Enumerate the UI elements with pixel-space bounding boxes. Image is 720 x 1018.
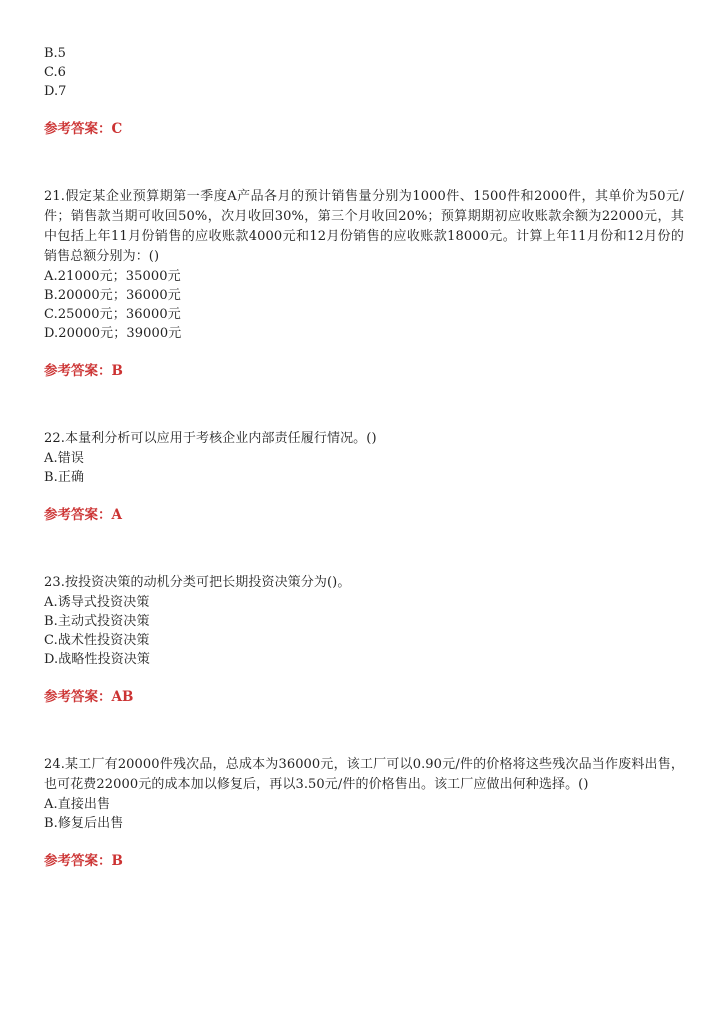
answer-key: 参考答案：B: [44, 853, 123, 869]
option-b: B.20000元；36000元: [44, 288, 181, 303]
option-c: C.战术性投资决策: [44, 633, 150, 648]
option-a: A.21000元；35000元: [44, 269, 181, 284]
question-text: 24.某工厂有20000件残次品，总成本为36000元，该工厂可以0.90元/件的价格将这些残次品当作废料出售，也可花费22000元的成本加以修复后，再以3.50元/件的价格售出。该工厂应做出何种选择。(): [44, 757, 684, 792]
exam-page: [44, 44, 684, 871]
option-a: A.错误: [44, 451, 84, 466]
question-22: [44, 429, 684, 487]
answer-key: 参考答案：AB: [44, 689, 134, 705]
answer-key: 参考答案：C: [44, 121, 123, 137]
option-b: B.5: [44, 46, 66, 61]
answer-key: 参考答案：A: [44, 507, 122, 523]
option-d: D.20000元；39000元: [44, 326, 182, 341]
option-b: B.修复后出售: [44, 816, 124, 831]
question-23: [44, 573, 684, 669]
option-b: B.主动式投资决策: [44, 614, 150, 629]
option-d: D.7: [44, 84, 67, 99]
answer-key: 参考答案：B: [44, 363, 123, 379]
option-a: A.直接出售: [44, 797, 111, 812]
question-text: 23.按投资决策的动机分类可把长期投资决策分为()。: [44, 575, 351, 590]
option-d: D.战略性投资决策: [44, 652, 150, 667]
question-21: [44, 187, 684, 343]
option-c: C.6: [44, 65, 66, 80]
option-c: C.25000元；36000元: [44, 307, 181, 322]
option-b: B.正确: [44, 470, 85, 485]
question-text: 21.假定某企业预算期第一季度A产品各月的预计销售量分别为1000件、1500件和2000件，其单价为50元/件；销售款当期可收回50%，次月收回30%，第三个月收回20%；预算期期初应收账款余额为22000元，其中包括上年11月份销售的应收账款4000元和12月份销售的应收账款18000元。计算上年11月份和12月份的销售总额分别为：(): [44, 189, 684, 264]
prev-question-options: [44, 44, 684, 101]
option-a: A.诱导式投资决策: [44, 595, 150, 610]
question-24: [44, 755, 684, 833]
question-text: 22.本量利分析可以应用于考核企业内部责任履行情况。(): [44, 431, 377, 446]
